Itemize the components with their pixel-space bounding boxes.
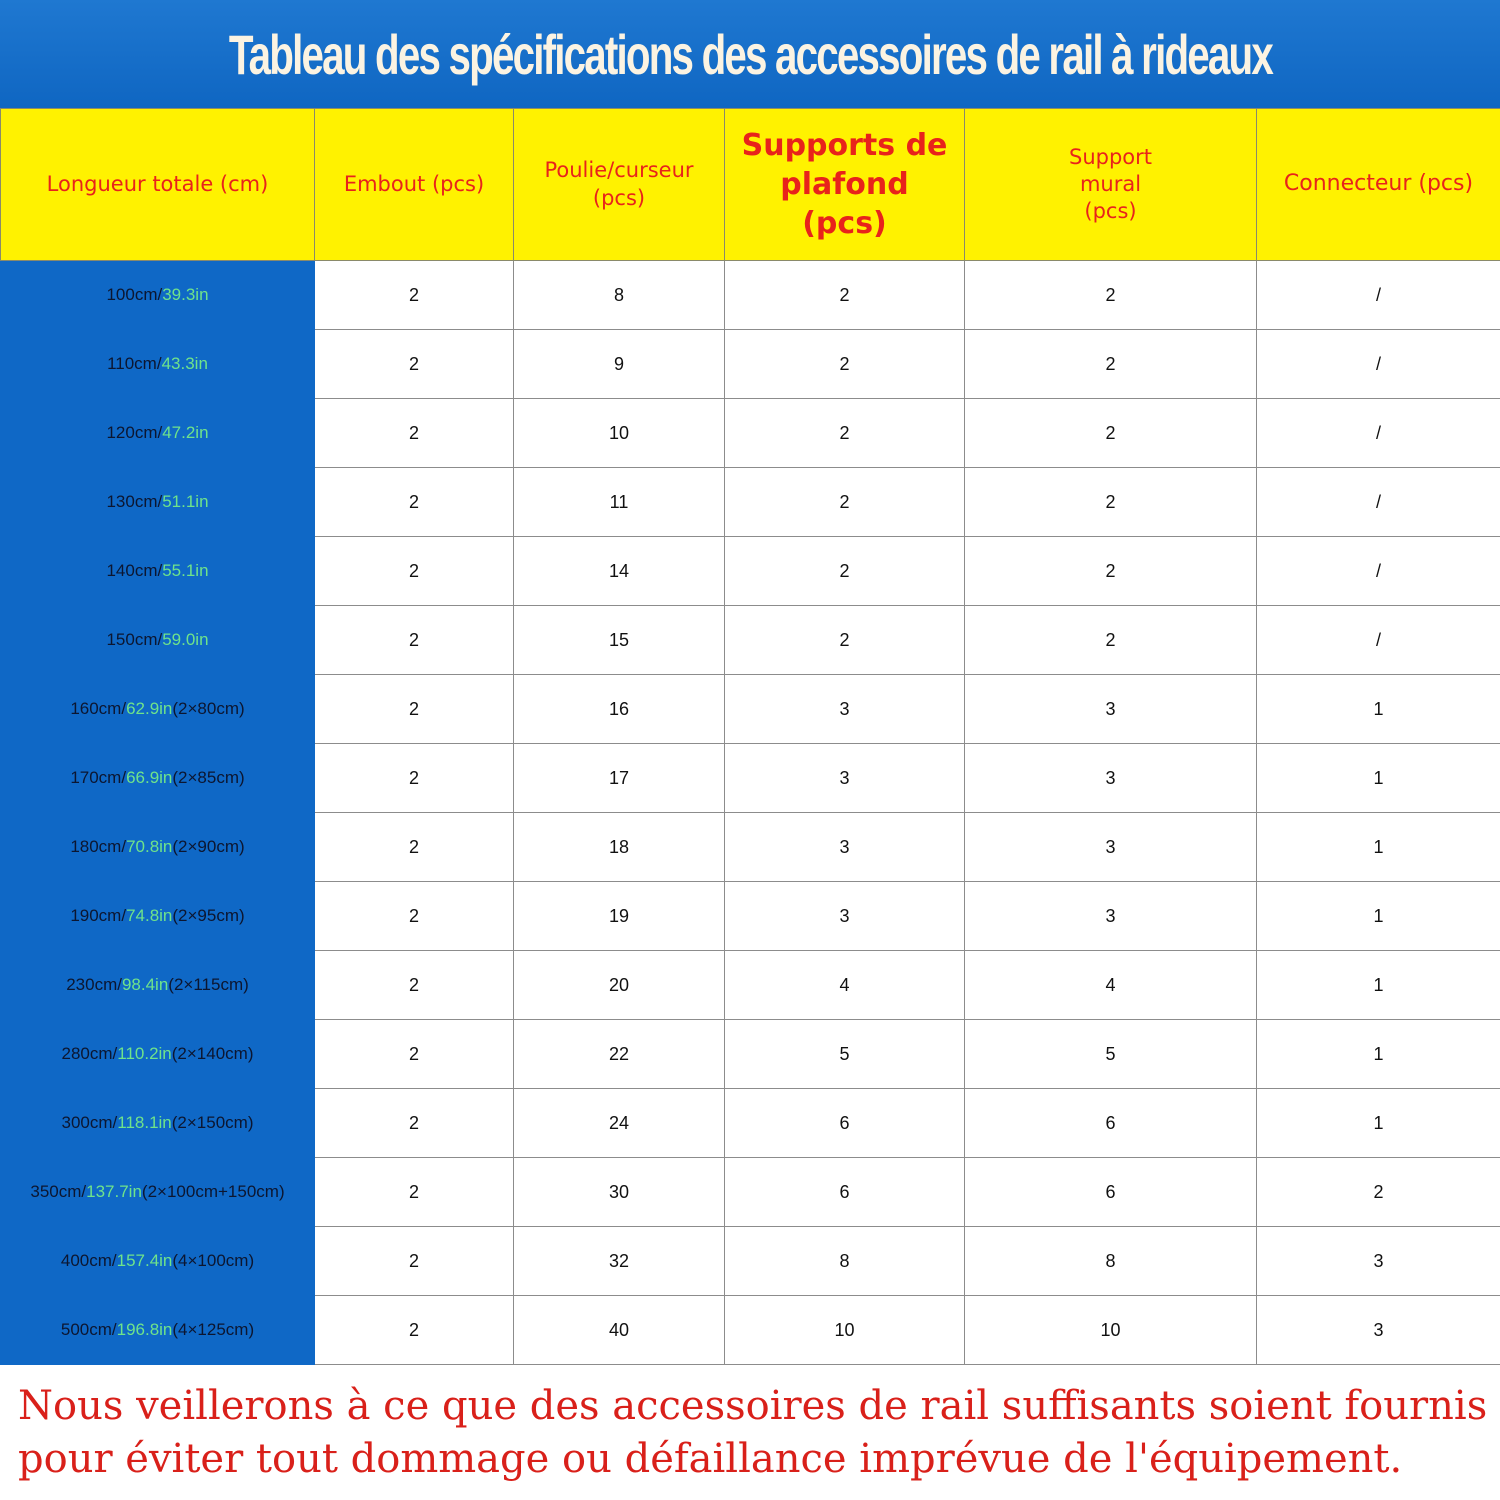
length-split: (2×95cm) xyxy=(172,906,245,925)
table-row xyxy=(1,399,1500,468)
connecteur-cell: / xyxy=(1257,399,1500,468)
table-row xyxy=(1,882,1500,951)
embout-cell: 2 xyxy=(315,813,514,882)
embout-cell: 2 xyxy=(315,606,514,675)
embout-cell: 2 xyxy=(315,1089,514,1158)
plafond-cell: 2 xyxy=(725,468,965,537)
page-title: Tableau des spécifications des accessoires de rail à rideaux xyxy=(228,22,1272,86)
length-inch: 51.1in xyxy=(162,492,209,511)
plafond-cell: 6 xyxy=(725,1089,965,1158)
table-row xyxy=(1,537,1500,606)
table-row xyxy=(1,468,1500,537)
length-inch: 110.2in xyxy=(117,1044,172,1063)
connecteur-cell: 1 xyxy=(1257,675,1500,744)
poulie-cell: 20 xyxy=(514,951,725,1020)
length-cell xyxy=(1,1296,315,1365)
header-plafond: Supports de plafond (pcs) xyxy=(725,109,965,261)
table-row xyxy=(1,1020,1500,1089)
length-cm: 300cm/ xyxy=(61,1113,118,1132)
embout-cell: 2 xyxy=(315,744,514,813)
mural-cell: 2 xyxy=(965,606,1257,675)
length-cell xyxy=(1,744,315,813)
length-cm: 190cm/ xyxy=(70,906,127,925)
mural-cell: 2 xyxy=(965,330,1257,399)
poulie-cell: 9 xyxy=(514,330,725,399)
table-header xyxy=(1,109,1500,261)
length-cm: 280cm/ xyxy=(61,1044,118,1063)
poulie-cell: 17 xyxy=(514,744,725,813)
plafond-cell: 6 xyxy=(725,1158,965,1227)
length-cm: 350cm/ xyxy=(30,1182,87,1201)
mural-cell: 10 xyxy=(965,1296,1257,1365)
embout-cell: 2 xyxy=(315,675,514,744)
length-cell xyxy=(1,330,315,399)
table-row xyxy=(1,744,1500,813)
poulie-cell: 30 xyxy=(514,1158,725,1227)
length-inch: 55.1in xyxy=(162,561,209,580)
plafond-cell: 8 xyxy=(725,1227,965,1296)
poulie-cell: 8 xyxy=(514,261,725,330)
plafond-cell: 3 xyxy=(725,744,965,813)
connecteur-cell: / xyxy=(1257,606,1500,675)
length-inch: 66.9in xyxy=(126,768,173,787)
mural-cell: 3 xyxy=(965,882,1257,951)
length-inch: 59.0in xyxy=(162,630,209,649)
length-cm: 170cm/ xyxy=(70,768,127,787)
poulie-cell: 14 xyxy=(514,537,725,606)
poulie-cell: 16 xyxy=(514,675,725,744)
table-row xyxy=(1,606,1500,675)
poulie-cell: 24 xyxy=(514,1089,725,1158)
mural-cell: 3 xyxy=(965,675,1257,744)
header-mural: Support mural (pcs) xyxy=(965,109,1257,261)
length-cell xyxy=(1,1227,315,1296)
plafond-cell: 5 xyxy=(725,1020,965,1089)
embout-cell: 2 xyxy=(315,399,514,468)
length-split: (2×140cm) xyxy=(171,1044,254,1063)
connecteur-cell: / xyxy=(1257,261,1500,330)
header-connecteur: Connecteur (pcs) xyxy=(1257,109,1500,261)
embout-cell: 2 xyxy=(315,1296,514,1365)
embout-cell: 2 xyxy=(315,261,514,330)
embout-cell: 2 xyxy=(315,882,514,951)
length-cm: 230cm/ xyxy=(66,975,122,994)
embout-cell: 2 xyxy=(315,468,514,537)
length-inch: 47.2in xyxy=(162,423,209,442)
mural-cell: 2 xyxy=(965,261,1257,330)
connecteur-cell: 2 xyxy=(1257,1158,1500,1227)
table-row xyxy=(1,330,1500,399)
poulie-cell: 18 xyxy=(514,813,725,882)
length-cm: 110cm/ xyxy=(107,354,162,373)
length-split: (2×90cm) xyxy=(172,837,245,856)
plafond-cell: 2 xyxy=(725,606,965,675)
length-cell xyxy=(1,813,315,882)
table-row xyxy=(1,1296,1500,1365)
embout-cell: 2 xyxy=(315,1020,514,1089)
plafond-cell: 4 xyxy=(725,951,965,1020)
connecteur-cell: 1 xyxy=(1257,951,1500,1020)
plafond-cell: 2 xyxy=(725,261,965,330)
embout-cell: 2 xyxy=(315,537,514,606)
footer-note xyxy=(18,1380,1488,1486)
mural-cell: 3 xyxy=(965,744,1257,813)
length-cm: 120cm/ xyxy=(106,423,163,442)
length-inch: 62.9in xyxy=(126,699,173,718)
length-cm: 140cm/ xyxy=(106,561,163,580)
embout-cell: 2 xyxy=(315,1227,514,1296)
table-row xyxy=(1,675,1500,744)
plafond-cell: 3 xyxy=(725,882,965,951)
poulie-cell: 10 xyxy=(514,399,725,468)
length-cell xyxy=(1,399,315,468)
length-inch: 137.7in xyxy=(86,1182,142,1201)
table-row xyxy=(1,813,1500,882)
mural-cell: 5 xyxy=(965,1020,1257,1089)
connecteur-cell: 1 xyxy=(1257,1089,1500,1158)
length-cm: 130cm/ xyxy=(106,492,163,511)
length-inch: 196.8in xyxy=(116,1320,173,1339)
length-cell xyxy=(1,1089,315,1158)
plafond-cell: 10 xyxy=(725,1296,965,1365)
plafond-cell: 3 xyxy=(725,675,965,744)
length-inch: 118.1in xyxy=(117,1113,172,1132)
length-cell xyxy=(1,1020,315,1089)
connecteur-cell: 3 xyxy=(1257,1296,1500,1365)
poulie-cell: 15 xyxy=(514,606,725,675)
connecteur-cell: / xyxy=(1257,537,1500,606)
length-inch: 43.3in xyxy=(161,354,208,373)
length-cell xyxy=(1,1158,315,1227)
mural-cell: 2 xyxy=(965,537,1257,606)
length-inch: 157.4in xyxy=(116,1251,173,1270)
connecteur-cell: 1 xyxy=(1257,813,1500,882)
length-split: (2×150cm) xyxy=(171,1113,254,1132)
length-split: (4×100cm) xyxy=(172,1251,255,1270)
connecteur-cell: / xyxy=(1257,330,1500,399)
length-cell xyxy=(1,261,315,330)
length-split: (2×100cm+150cm) xyxy=(141,1182,285,1201)
length-split: (2×115cm) xyxy=(168,975,249,994)
length-cell xyxy=(1,606,315,675)
table-row xyxy=(1,951,1500,1020)
length-inch: 70.8in xyxy=(126,837,173,856)
poulie-cell: 40 xyxy=(514,1296,725,1365)
mural-cell: 2 xyxy=(965,468,1257,537)
header-poulie: Poulie/curseur (pcs) xyxy=(514,109,725,261)
connecteur-cell: 1 xyxy=(1257,882,1500,951)
mural-cell: 2 xyxy=(965,399,1257,468)
length-split: (4×125cm) xyxy=(172,1320,255,1339)
header-embout: Embout (pcs) xyxy=(315,109,514,261)
table-body xyxy=(1,261,1500,1365)
poulie-cell: 19 xyxy=(514,882,725,951)
length-cm: 180cm/ xyxy=(70,837,127,856)
mural-cell: 6 xyxy=(965,1158,1257,1227)
length-cell xyxy=(1,468,315,537)
embout-cell: 2 xyxy=(315,330,514,399)
header-longueur: Longueur totale (cm) xyxy=(1,109,315,261)
table-row xyxy=(1,1089,1500,1158)
poulie-cell: 32 xyxy=(514,1227,725,1296)
mural-cell: 6 xyxy=(965,1089,1257,1158)
length-cm: 100cm/ xyxy=(106,285,163,304)
length-inch: 74.8in xyxy=(126,906,173,925)
title-banner xyxy=(0,0,1500,108)
mural-cell: 4 xyxy=(965,951,1257,1020)
length-cell xyxy=(1,951,315,1020)
connecteur-cell: 1 xyxy=(1257,744,1500,813)
length-split: (2×80cm) xyxy=(172,699,245,718)
footer-line-1: Nous veillerons à ce que des accessoires de rail suffisants soient fournis xyxy=(18,1383,1488,1429)
embout-cell: 2 xyxy=(315,1158,514,1227)
length-inch: 98.4in xyxy=(121,975,169,994)
plafond-cell: 2 xyxy=(725,537,965,606)
length-cm: 150cm/ xyxy=(106,630,163,649)
connecteur-cell: / xyxy=(1257,468,1500,537)
length-split: (2×85cm) xyxy=(172,768,245,787)
plafond-cell: 2 xyxy=(725,330,965,399)
connecteur-cell: 3 xyxy=(1257,1227,1500,1296)
length-cm: 400cm/ xyxy=(60,1251,117,1270)
table-row xyxy=(1,1158,1500,1227)
mural-cell: 8 xyxy=(965,1227,1257,1296)
poulie-cell: 22 xyxy=(514,1020,725,1089)
header-row xyxy=(1,109,1500,261)
poulie-cell: 11 xyxy=(514,468,725,537)
plafond-cell: 2 xyxy=(725,399,965,468)
length-cell xyxy=(1,537,315,606)
plafond-cell: 3 xyxy=(725,813,965,882)
length-cm: 500cm/ xyxy=(60,1320,117,1339)
embout-cell: 2 xyxy=(315,951,514,1020)
connecteur-cell: 1 xyxy=(1257,1020,1500,1089)
mural-cell: 3 xyxy=(965,813,1257,882)
length-cm: 160cm/ xyxy=(70,699,127,718)
footer-line-2: pour éviter tout dommage ou défaillance imprévue de l'équipement. xyxy=(18,1436,1403,1482)
length-cell xyxy=(1,882,315,951)
table-row xyxy=(1,261,1500,330)
spec-table xyxy=(0,108,1500,1365)
length-inch: 39.3in xyxy=(162,285,209,304)
table-row xyxy=(1,1227,1500,1296)
length-cell xyxy=(1,675,315,744)
